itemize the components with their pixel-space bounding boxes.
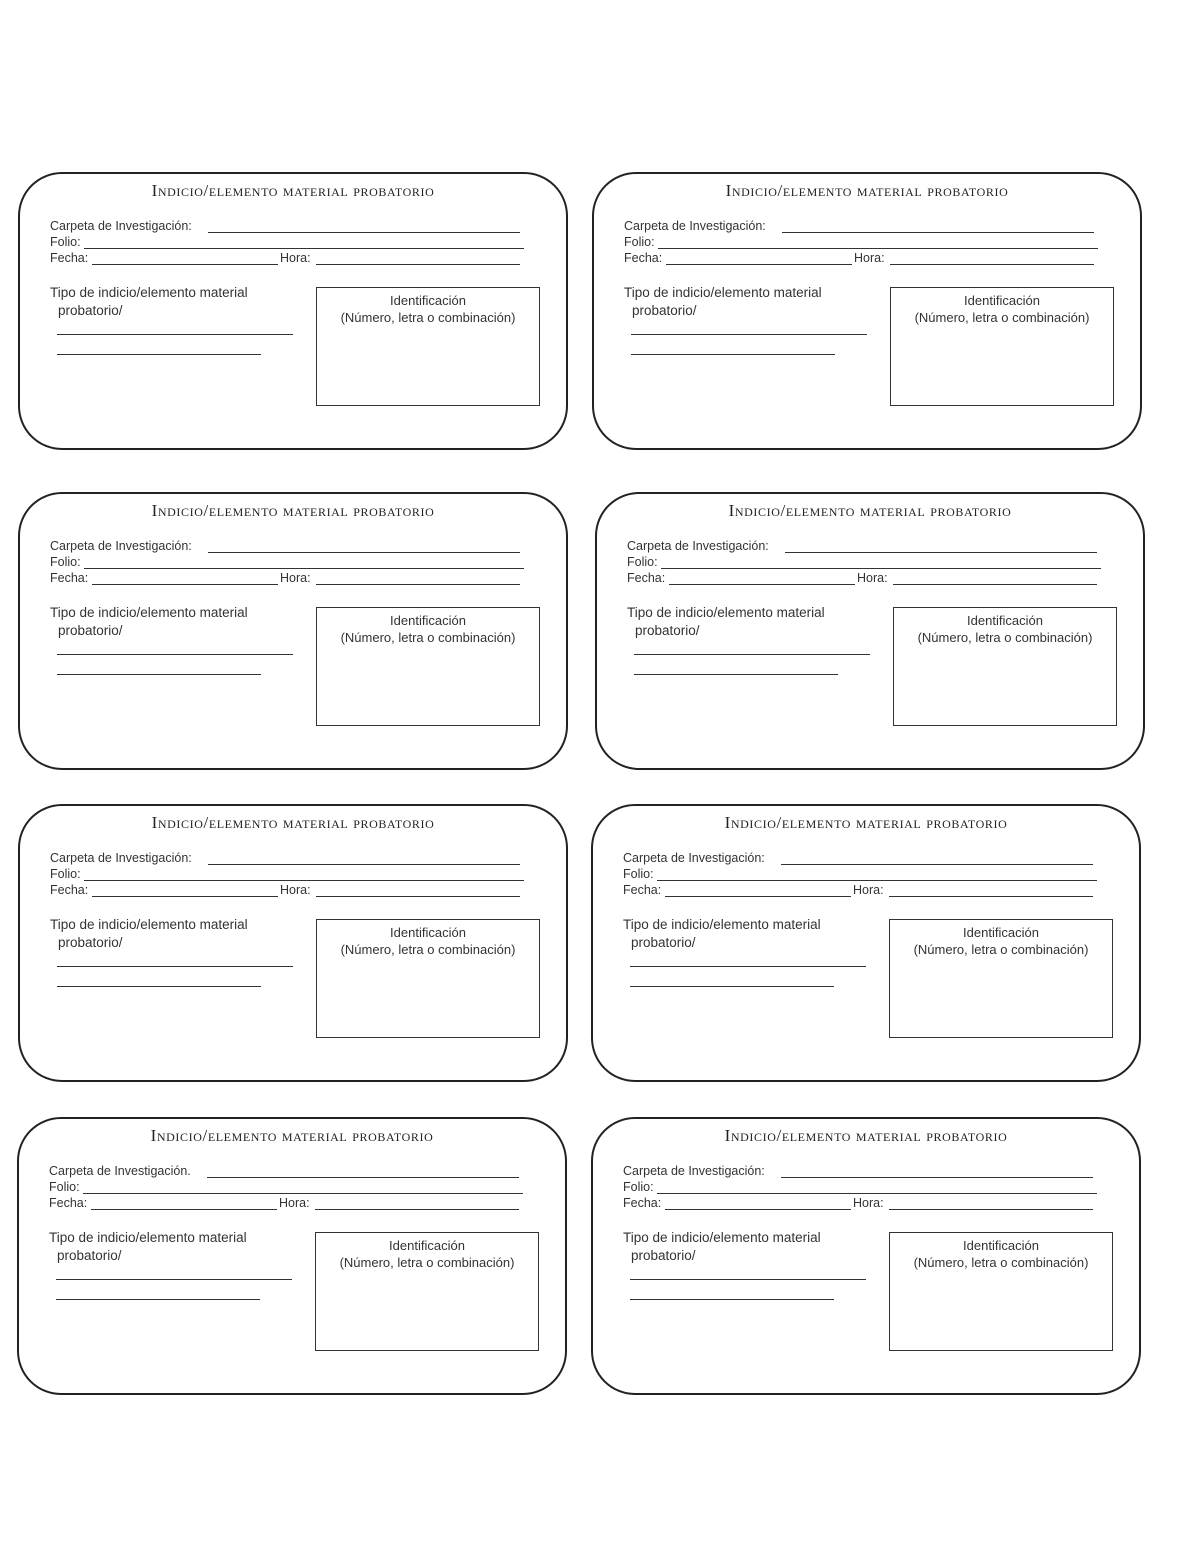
- identification-subtitle: (Número, letra o combinación): [340, 942, 516, 957]
- folio-label: Folio:: [624, 235, 655, 249]
- identification-box[interactable]: [316, 287, 540, 406]
- tipo-field-1[interactable]: [634, 654, 870, 655]
- fecha-label: Fecha:: [50, 571, 89, 585]
- hora-field[interactable]: [890, 264, 1094, 265]
- card-title: Indicio/elemento material probatorio: [728, 501, 1012, 520]
- identification-title: Identificación: [967, 613, 1043, 628]
- tipo-label-line2: probatorio/: [631, 935, 696, 950]
- tipo-label-line2: probatorio/: [58, 935, 123, 950]
- hora-label: Hora:: [280, 571, 311, 585]
- tipo-label: [623, 916, 863, 952]
- identification-title: Identificación: [963, 925, 1039, 940]
- carpeta-field[interactable]: [781, 1177, 1093, 1178]
- fecha-label: Fecha:: [623, 883, 662, 897]
- evidence-label-card: [18, 492, 568, 770]
- hora-field[interactable]: [316, 896, 520, 897]
- fecha-label: Fecha:: [50, 251, 89, 265]
- carpeta-field[interactable]: [207, 1177, 519, 1178]
- identification-title: Identificación: [963, 1238, 1039, 1253]
- evidence-label-card: [17, 1117, 567, 1395]
- folio-label: Folio:: [623, 867, 654, 881]
- folio-field[interactable]: [657, 880, 1097, 881]
- card-title: Indicio/elemento material probatorio: [724, 813, 1008, 832]
- evidence-label-card: [591, 1117, 1141, 1395]
- identification-box[interactable]: [316, 607, 540, 726]
- card-title: Indicio/elemento material probatorio: [151, 181, 435, 200]
- tipo-label-line1: Tipo de indicio/elemento material: [623, 917, 821, 932]
- tipo-field-2[interactable]: [630, 1299, 834, 1300]
- tipo-label: [49, 1229, 289, 1265]
- card-title: Indicio/elemento material probatorio: [151, 813, 435, 832]
- identification-box[interactable]: [889, 1232, 1113, 1351]
- carpeta-field[interactable]: [208, 552, 520, 553]
- folio-label: Folio:: [50, 867, 81, 881]
- hora-label: Hora:: [853, 1196, 884, 1210]
- tipo-field-2[interactable]: [634, 674, 838, 675]
- hora-field[interactable]: [316, 584, 520, 585]
- hora-label: Hora:: [854, 251, 885, 265]
- tipo-field-2[interactable]: [57, 354, 261, 355]
- tipo-label: [50, 604, 290, 640]
- hora-field[interactable]: [893, 584, 1097, 585]
- tipo-label-line2: probatorio/: [58, 303, 123, 318]
- identification-subtitle: (Número, letra o combinación): [913, 1255, 1089, 1270]
- folio-label: Folio:: [50, 555, 81, 569]
- folio-field[interactable]: [658, 248, 1098, 249]
- tipo-label-line1: Tipo de indicio/elemento material: [624, 285, 822, 300]
- hora-label: Hora:: [857, 571, 888, 585]
- identification-title: Identificación: [390, 293, 466, 308]
- fecha-label: Fecha:: [623, 1196, 662, 1210]
- tipo-field-1[interactable]: [57, 334, 293, 335]
- folio-field[interactable]: [84, 248, 524, 249]
- carpeta-label: Carpeta de Investigación:: [50, 539, 192, 553]
- carpeta-field[interactable]: [785, 552, 1097, 553]
- tipo-field-1[interactable]: [630, 966, 866, 967]
- carpeta-field[interactable]: [781, 864, 1093, 865]
- hora-field[interactable]: [889, 1209, 1093, 1210]
- fecha-label: Fecha:: [624, 251, 663, 265]
- carpeta-label: Carpeta de Investigación.: [49, 1164, 191, 1178]
- identification-subtitle: (Número, letra o combinación): [917, 630, 1093, 645]
- tipo-label-line2: probatorio/: [635, 623, 700, 638]
- hora-label: Hora:: [280, 883, 311, 897]
- fecha-field[interactable]: [91, 1209, 277, 1210]
- identification-title: Identificación: [964, 293, 1040, 308]
- folio-field[interactable]: [83, 1193, 523, 1194]
- fecha-field[interactable]: [665, 896, 851, 897]
- tipo-field-1[interactable]: [57, 966, 293, 967]
- tipo-field-1[interactable]: [56, 1279, 292, 1280]
- tipo-field-1[interactable]: [631, 334, 867, 335]
- carpeta-field[interactable]: [208, 232, 520, 233]
- carpeta-field[interactable]: [208, 864, 520, 865]
- folio-field[interactable]: [84, 880, 524, 881]
- folio-label: Folio:: [627, 555, 658, 569]
- folio-label: Folio:: [50, 235, 81, 249]
- tipo-field-2[interactable]: [630, 986, 834, 987]
- identification-subtitle: (Número, letra o combinación): [913, 942, 1089, 957]
- tipo-label-line2: probatorio/: [631, 1248, 696, 1263]
- identification-subtitle: (Número, letra o combinación): [340, 630, 516, 645]
- fecha-label: Fecha:: [49, 1196, 88, 1210]
- carpeta-label: Carpeta de Investigación:: [50, 219, 192, 233]
- tipo-field-2[interactable]: [57, 674, 261, 675]
- identification-box[interactable]: [893, 607, 1117, 726]
- evidence-label-card: [591, 804, 1141, 1082]
- tipo-label: [50, 284, 290, 320]
- tipo-label-line1: Tipo de indicio/elemento material: [627, 605, 825, 620]
- tipo-label-line2: probatorio/: [632, 303, 697, 318]
- identification-box[interactable]: [315, 1232, 539, 1351]
- tipo-label: [624, 284, 864, 320]
- folio-field[interactable]: [657, 1193, 1097, 1194]
- tipo-field-2[interactable]: [631, 354, 835, 355]
- identification-box[interactable]: [316, 919, 540, 1038]
- fecha-label: Fecha:: [627, 571, 666, 585]
- carpeta-label: Carpeta de Investigación:: [624, 219, 766, 233]
- identification-subtitle: (Número, letra o combinación): [339, 1255, 515, 1270]
- identification-title: Identificación: [389, 1238, 465, 1253]
- tipo-label-line1: Tipo de indicio/elemento material: [50, 917, 248, 932]
- tipo-label: [50, 916, 290, 952]
- identification-title: Identificación: [390, 925, 466, 940]
- evidence-label-card: [18, 804, 568, 1082]
- card-title: Indicio/elemento material probatorio: [151, 501, 435, 520]
- identification-box[interactable]: [890, 287, 1114, 406]
- card-title: Indicio/elemento material probatorio: [724, 1126, 1008, 1145]
- tipo-label-line1: Tipo de indicio/elemento material: [49, 1230, 247, 1245]
- tipo-field-2[interactable]: [56, 1299, 260, 1300]
- hora-label: Hora:: [279, 1196, 310, 1210]
- tipo-label-line2: probatorio/: [57, 1248, 122, 1263]
- tipo-field-1[interactable]: [57, 654, 293, 655]
- hora-field[interactable]: [316, 264, 520, 265]
- fecha-label: Fecha:: [50, 883, 89, 897]
- tipo-label-line2: probatorio/: [58, 623, 123, 638]
- carpeta-label: Carpeta de Investigación:: [627, 539, 769, 553]
- fecha-field[interactable]: [92, 896, 278, 897]
- tipo-label: [623, 1229, 863, 1265]
- identification-title: Identificación: [390, 613, 466, 628]
- carpeta-field[interactable]: [782, 232, 1094, 233]
- fecha-field[interactable]: [669, 584, 855, 585]
- tipo-field-1[interactable]: [630, 1279, 866, 1280]
- evidence-label-card: [595, 492, 1145, 770]
- card-title: Indicio/elemento material probatorio: [150, 1126, 434, 1145]
- folio-label: Folio:: [49, 1180, 80, 1194]
- hora-label: Hora:: [280, 251, 311, 265]
- tipo-label-line1: Tipo de indicio/elemento material: [50, 285, 248, 300]
- tipo-label-line1: Tipo de indicio/elemento material: [50, 605, 248, 620]
- hora-field[interactable]: [315, 1209, 519, 1210]
- fecha-field[interactable]: [666, 264, 852, 265]
- fecha-field[interactable]: [92, 584, 278, 585]
- hora-field[interactable]: [889, 896, 1093, 897]
- tipo-label: [627, 604, 867, 640]
- folio-label: Folio:: [623, 1180, 654, 1194]
- identification-subtitle: (Número, letra o combinación): [914, 310, 1090, 325]
- tipo-label-line1: Tipo de indicio/elemento material: [623, 1230, 821, 1245]
- tipo-field-2[interactable]: [57, 986, 261, 987]
- carpeta-label: Carpeta de Investigación:: [623, 1164, 765, 1178]
- identification-subtitle: (Número, letra o combinación): [340, 310, 516, 325]
- carpeta-label: Carpeta de Investigación:: [623, 851, 765, 865]
- hora-label: Hora:: [853, 883, 884, 897]
- fecha-field[interactable]: [92, 264, 278, 265]
- carpeta-label: Carpeta de Investigación:: [50, 851, 192, 865]
- evidence-label-card: [592, 172, 1142, 450]
- folio-field[interactable]: [661, 568, 1101, 569]
- evidence-label-card: [18, 172, 568, 450]
- fecha-field[interactable]: [665, 1209, 851, 1210]
- folio-field[interactable]: [84, 568, 524, 569]
- card-title: Indicio/elemento material probatorio: [725, 181, 1009, 200]
- identification-box[interactable]: [889, 919, 1113, 1038]
